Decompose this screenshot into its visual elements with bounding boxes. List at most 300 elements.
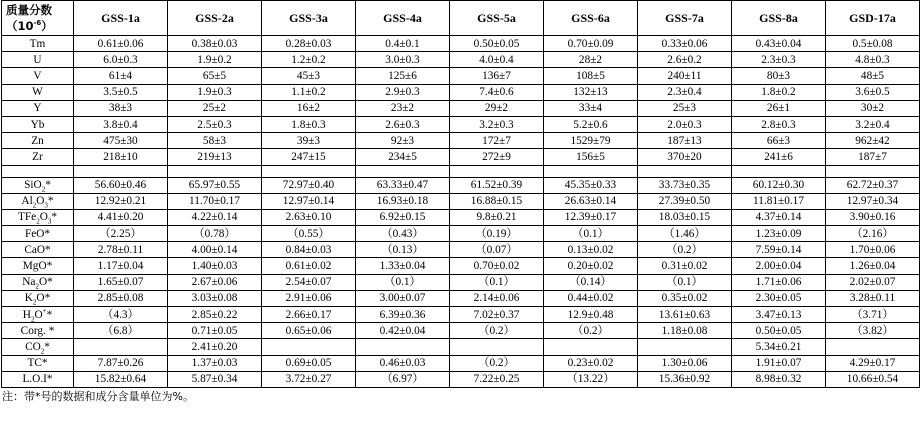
value-cell: 3.0±0.3 <box>356 52 450 68</box>
unit-header-cell <box>2 1 74 36</box>
row-label-part: Yb <box>30 118 45 131</box>
value-cell: 8.98±0.32 <box>732 371 826 387</box>
row-label <box>2 209 74 225</box>
value-cell: 4.29±0.17 <box>826 355 920 371</box>
unit-label: 质量分数 <box>6 3 52 17</box>
table-row <box>2 209 920 225</box>
value-cell: 0.5±0.08 <box>826 36 920 52</box>
row-label <box>2 355 74 371</box>
value-cell: 0.4±0.1 <box>356 36 450 52</box>
value-cell: 6.92±0.15 <box>356 209 450 225</box>
value-cell: 27.39±0.50 <box>638 193 732 209</box>
value-cell: 0.84±0.03 <box>262 242 356 258</box>
value-cell: 48±5 <box>826 68 920 84</box>
value-cell: 0.23±0.02 <box>544 355 638 371</box>
value-cell: 136±7 <box>450 68 544 84</box>
value-cell: 16±2 <box>262 100 356 116</box>
value-cell: 272±9 <box>450 149 544 165</box>
value-cell <box>826 339 920 355</box>
value-cell: 0.31±0.02 <box>638 258 732 274</box>
row-label-part: SiO <box>24 179 42 192</box>
row-label-part: 2 <box>41 185 46 194</box>
value-cell: 2.85±0.22 <box>168 307 262 323</box>
column-header-gss-6a: GSS-6a <box>544 1 638 36</box>
value-cell: 475±30 <box>74 133 168 149</box>
value-cell: 3.5±0.5 <box>74 84 168 100</box>
value-cell: 61.52±0.39 <box>450 177 544 193</box>
value-cell: 58±3 <box>168 133 262 149</box>
column-header-gss-3a: GSS-3a <box>262 1 356 36</box>
value-cell: 23±2 <box>356 100 450 116</box>
row-label-part: * <box>47 195 54 208</box>
header-row <box>2 1 920 36</box>
value-cell: （2.25） <box>74 226 168 242</box>
value-cell: 5.87±0.34 <box>168 371 262 387</box>
value-cell: 0.35±0.02 <box>638 290 732 306</box>
value-cell: 28±2 <box>544 52 638 68</box>
row-label-part: V <box>33 69 42 82</box>
value-cell: （2.16） <box>826 226 920 242</box>
value-cell: （0.2） <box>450 323 544 339</box>
row-label <box>2 84 74 100</box>
value-cell: 1.18±0.08 <box>638 323 732 339</box>
value-cell: 7.59±0.14 <box>732 242 826 258</box>
value-cell <box>74 339 168 355</box>
value-cell: 1.26±0.04 <box>826 258 920 274</box>
row-label-part: H <box>22 308 31 321</box>
row-label-part: Y <box>33 102 42 115</box>
value-cell: 4.8±0.3 <box>826 52 920 68</box>
value-cell: 60.12±0.30 <box>732 177 826 193</box>
table-row <box>2 307 920 323</box>
value-cell: （0.07） <box>450 242 544 258</box>
value-cell: 1.2±0.2 <box>262 52 356 68</box>
value-cell: 2.00±0.04 <box>732 258 826 274</box>
value-cell: 7.22±0.25 <box>450 371 544 387</box>
table-row <box>2 339 920 355</box>
value-cell: （4.3） <box>74 307 168 323</box>
value-cell: （0.14） <box>544 274 638 290</box>
value-cell: 1529±79 <box>544 133 638 149</box>
value-cell: 1.91±0.07 <box>732 355 826 371</box>
value-cell: 3.2±0.3 <box>450 116 544 132</box>
value-cell: （0.1） <box>638 274 732 290</box>
value-cell: 0.38±0.03 <box>168 36 262 52</box>
value-cell: 66±3 <box>732 133 826 149</box>
row-label-part: CaO* <box>24 243 51 256</box>
value-cell: 12.9±0.48 <box>544 307 638 323</box>
row-label <box>2 36 74 52</box>
value-cell: 62.72±0.37 <box>826 177 920 193</box>
value-cell: 218±10 <box>74 149 168 165</box>
value-cell: 0.20±0.02 <box>544 258 638 274</box>
spacer-cell <box>450 165 544 177</box>
spacer-cell <box>826 165 920 177</box>
value-cell: 4.0±0.4 <box>450 52 544 68</box>
row-label-part: O* <box>36 292 51 305</box>
row-label-part: 2 <box>30 314 35 323</box>
table-row <box>2 36 920 52</box>
row-label-part: Corg. * <box>20 324 55 337</box>
value-cell: （13.22） <box>544 371 638 387</box>
value-cell: 132±13 <box>544 84 638 100</box>
value-cell: 0.42±0.04 <box>356 323 450 339</box>
row-label-part: * <box>51 211 58 224</box>
row-label <box>2 100 74 116</box>
value-cell: 45±3 <box>262 68 356 84</box>
table-row <box>2 258 920 274</box>
value-cell: 125±6 <box>356 68 450 84</box>
value-cell: 26.63±0.14 <box>544 193 638 209</box>
row-label-part: CO <box>25 340 41 353</box>
value-cell: 4.22±0.14 <box>168 209 262 225</box>
value-cell: 4.37±0.14 <box>732 209 826 225</box>
table-row <box>2 371 920 387</box>
value-cell: 1.8±0.2 <box>732 84 826 100</box>
value-cell: 4.00±0.14 <box>168 242 262 258</box>
row-label-part: 2 <box>36 217 40 226</box>
table-body <box>2 36 920 388</box>
value-cell: 10.66±0.54 <box>826 371 920 387</box>
row-label <box>2 274 74 290</box>
table-row <box>2 193 920 209</box>
value-cell: 187±13 <box>638 133 732 149</box>
value-cell: 12.97±0.34 <box>826 193 920 209</box>
value-cell: 2.5±0.3 <box>168 116 262 132</box>
value-cell: 9.8±0.21 <box>450 209 544 225</box>
row-label-part: U <box>33 53 42 66</box>
value-cell: 11.81±0.17 <box>732 193 826 209</box>
row-label-part: O <box>36 195 45 208</box>
row-label-part: * <box>44 340 50 353</box>
table-row <box>2 149 920 165</box>
value-cell: 7.87±0.26 <box>74 355 168 371</box>
row-label <box>2 226 74 242</box>
value-cell: 1.9±0.2 <box>168 52 262 68</box>
spacer-cell <box>262 165 356 177</box>
row-label <box>2 258 74 274</box>
value-cell: 962±42 <box>826 133 920 149</box>
table-row <box>2 290 920 306</box>
row-label <box>2 242 74 258</box>
row-label-part: 2 <box>40 347 45 356</box>
value-cell: 18.03±0.15 <box>638 209 732 225</box>
value-cell: 5.34±0.21 <box>732 339 826 355</box>
table-row <box>2 355 920 371</box>
table-row <box>2 100 920 116</box>
composition-table <box>1 0 920 388</box>
value-cell: 2.6±0.2 <box>638 52 732 68</box>
row-label-part: * <box>45 179 51 192</box>
value-cell: 56.60±0.46 <box>74 177 168 193</box>
value-cell: 25±2 <box>168 100 262 116</box>
spacer-cell <box>356 165 450 177</box>
row-label <box>2 193 74 209</box>
value-cell: （0.1） <box>544 226 638 242</box>
value-cell: 16.88±0.15 <box>450 193 544 209</box>
row-label-part: 3 <box>47 217 52 226</box>
value-cell: 0.46±0.03 <box>356 355 450 371</box>
value-cell: 2.63±0.10 <box>262 209 356 225</box>
value-cell: 6.0±0.3 <box>74 52 168 68</box>
value-cell: 3.28±0.11 <box>826 290 920 306</box>
value-cell: 247±15 <box>262 149 356 165</box>
value-cell: （0.43） <box>356 226 450 242</box>
column-header-gss-5a: GSS-5a <box>450 1 544 36</box>
value-cell: 29±2 <box>450 100 544 116</box>
row-label <box>2 149 74 165</box>
value-cell: 2.3±0.3 <box>732 52 826 68</box>
row-label <box>2 371 74 387</box>
spacer-cell <box>74 165 168 177</box>
table-footnote: 注：带*号的数据和成分含量单位为%。 <box>2 389 194 403</box>
value-cell: （0.55） <box>262 226 356 242</box>
value-cell: 2.8±0.3 <box>732 116 826 132</box>
unit-exponent: -6 <box>33 19 42 28</box>
value-cell: （0.1） <box>450 274 544 290</box>
value-cell: （0.1） <box>356 274 450 290</box>
table-header <box>2 1 920 36</box>
value-cell <box>262 339 356 355</box>
table-row <box>2 84 920 100</box>
row-label-part: FeO* <box>24 227 51 240</box>
value-cell: 219±13 <box>168 149 262 165</box>
value-cell: 1.70±0.06 <box>826 242 920 258</box>
value-cell: 33.73±0.35 <box>638 177 732 193</box>
value-cell: 0.13±0.02 <box>544 242 638 258</box>
value-cell: 3.2±0.4 <box>826 116 920 132</box>
column-header-gsd-17a: GSD-17a <box>826 1 920 36</box>
value-cell: 2.91±0.06 <box>262 290 356 306</box>
value-cell: 2.67±0.06 <box>168 274 262 290</box>
value-cell: 15.36±0.92 <box>638 371 732 387</box>
value-cell: 30±2 <box>826 100 920 116</box>
value-cell: 0.70±0.09 <box>544 36 638 52</box>
spacer-cell <box>2 165 74 177</box>
column-header-gss-4a: GSS-4a <box>356 1 450 36</box>
value-cell: 33±4 <box>544 100 638 116</box>
column-header-gss-7a: GSS-7a <box>638 1 732 36</box>
value-cell: 2.66±0.17 <box>262 307 356 323</box>
value-cell: 2.02±0.07 <box>826 274 920 290</box>
value-cell: 0.43±0.04 <box>732 36 826 52</box>
row-label-part: TC* <box>27 357 48 370</box>
value-cell: 65.97±0.55 <box>168 177 262 193</box>
row-label-part: Na <box>22 276 36 289</box>
spacer-cell <box>544 165 638 177</box>
value-cell <box>638 339 732 355</box>
value-cell: 2.30±0.05 <box>732 290 826 306</box>
value-cell: 12.39±0.17 <box>544 209 638 225</box>
value-cell: （0.2） <box>544 323 638 339</box>
value-cell: 13.61±0.63 <box>638 307 732 323</box>
row-label-part: 2 <box>32 298 37 307</box>
row-label <box>2 323 74 339</box>
row-label-part: Al <box>21 195 33 208</box>
value-cell <box>450 339 544 355</box>
row-label <box>2 52 74 68</box>
row-label <box>2 177 74 193</box>
value-cell: 3.6±0.5 <box>826 84 920 100</box>
value-cell: （6.8） <box>74 323 168 339</box>
column-header-gss-2a: GSS-2a <box>168 1 262 36</box>
value-cell: 370±20 <box>638 149 732 165</box>
spacer-cell <box>732 165 826 177</box>
row-label-part: L.O.I* <box>22 373 53 386</box>
table-row <box>2 242 920 258</box>
value-cell: 1.8±0.3 <box>262 116 356 132</box>
value-cell: （0.13） <box>356 242 450 258</box>
value-cell: 1.65±0.07 <box>74 274 168 290</box>
table-row <box>2 226 920 242</box>
table-row <box>2 274 920 290</box>
value-cell: 11.70±0.17 <box>168 193 262 209</box>
value-cell: 2.0±0.3 <box>638 116 732 132</box>
value-cell: 25±3 <box>638 100 732 116</box>
value-cell: 1.30±0.06 <box>638 355 732 371</box>
value-cell: （0.2） <box>638 242 732 258</box>
row-label <box>2 339 74 355</box>
row-label-part: * <box>46 308 53 321</box>
table-row <box>2 133 920 149</box>
value-cell: 2.3±0.4 <box>638 84 732 100</box>
row-label <box>2 68 74 84</box>
value-cell: 45.35±0.33 <box>544 177 638 193</box>
value-cell: 3.72±0.27 <box>262 371 356 387</box>
row-label <box>2 290 74 306</box>
row-label <box>2 307 74 323</box>
row-label-part: + <box>42 306 47 315</box>
value-cell: （6.97） <box>356 371 450 387</box>
row-label-part: O <box>34 308 43 321</box>
value-cell: 2.54±0.07 <box>262 274 356 290</box>
value-cell: 241±6 <box>732 149 826 165</box>
value-cell: （3.82） <box>826 323 920 339</box>
value-cell: 187±7 <box>826 149 920 165</box>
value-cell: 0.69±0.05 <box>262 355 356 371</box>
value-cell: 108±5 <box>544 68 638 84</box>
value-cell: 234±5 <box>356 149 450 165</box>
table-row <box>2 177 920 193</box>
value-cell: 12.97±0.14 <box>262 193 356 209</box>
value-cell: 7.02±0.37 <box>450 307 544 323</box>
value-cell: 63.33±0.47 <box>356 177 450 193</box>
value-cell: 0.61±0.06 <box>74 36 168 52</box>
unit-paren-open: （10 <box>6 19 34 33</box>
value-cell: 3.90±0.16 <box>826 209 920 225</box>
value-cell: 0.28±0.03 <box>262 36 356 52</box>
value-cell: 240±11 <box>638 68 732 84</box>
value-cell: （0.78） <box>168 226 262 242</box>
row-label-part: 3 <box>44 201 48 210</box>
table-row <box>2 52 920 68</box>
spacer-cell <box>638 165 732 177</box>
value-cell: 1.40±0.03 <box>168 258 262 274</box>
value-cell: （3.71） <box>826 307 920 323</box>
row-label <box>2 116 74 132</box>
value-cell: 5.2±0.6 <box>544 116 638 132</box>
value-cell: （0.19） <box>450 226 544 242</box>
value-cell: 0.50±0.05 <box>450 36 544 52</box>
value-cell: 7.4±0.6 <box>450 84 544 100</box>
column-header-gss-8a: GSS-8a <box>732 1 826 36</box>
value-cell: 156±5 <box>544 149 638 165</box>
value-cell: 6.39±0.36 <box>356 307 450 323</box>
value-cell: 3.03±0.08 <box>168 290 262 306</box>
row-label-part: K <box>24 292 33 305</box>
table-row <box>2 323 920 339</box>
value-cell: 3.47±0.13 <box>732 307 826 323</box>
value-cell: 0.33±0.06 <box>638 36 732 52</box>
value-cell: 1.9±0.3 <box>168 84 262 100</box>
value-cell <box>544 339 638 355</box>
row-label-part: Zn <box>31 134 44 147</box>
value-cell: 1.17±0.04 <box>74 258 168 274</box>
value-cell: 15.82±0.64 <box>74 371 168 387</box>
row-label-part: W <box>32 86 43 99</box>
value-cell: 2.14±0.06 <box>450 290 544 306</box>
value-cell: 38±3 <box>74 100 168 116</box>
value-cell: 2.78±0.11 <box>74 242 168 258</box>
value-cell <box>356 339 450 355</box>
value-cell: 0.71±0.05 <box>168 323 262 339</box>
value-cell: 1.71±0.06 <box>732 274 826 290</box>
value-cell: 39±3 <box>262 133 356 149</box>
value-cell: 2.85±0.08 <box>74 290 168 306</box>
value-cell: 3.8±0.4 <box>74 116 168 132</box>
value-cell: 172±7 <box>450 133 544 149</box>
table-row <box>2 116 920 132</box>
value-cell: 0.44±0.02 <box>544 290 638 306</box>
value-cell: 1.23±0.09 <box>732 226 826 242</box>
row-label-part: Tm <box>29 37 46 50</box>
value-cell: 12.92±0.21 <box>74 193 168 209</box>
row-label-part: O <box>39 211 48 224</box>
value-cell: 4.41±0.20 <box>74 209 168 225</box>
value-cell: 0.61±0.02 <box>262 258 356 274</box>
value-cell: 92±3 <box>356 133 450 149</box>
value-cell: 1.37±0.03 <box>168 355 262 371</box>
row-label-part: 2 <box>32 201 37 210</box>
row-label-part: 2 <box>35 282 39 291</box>
spacer-cell <box>168 165 262 177</box>
value-cell: 2.41±0.20 <box>168 339 262 355</box>
value-cell: （0.2） <box>450 355 544 371</box>
value-cell: 61±4 <box>74 68 168 84</box>
value-cell: 2.9±0.3 <box>356 84 450 100</box>
unit-paren-close: ） <box>41 19 53 33</box>
row-label-part: Zr <box>32 150 43 163</box>
value-cell: 1.33±0.04 <box>356 258 450 274</box>
value-cell: （1.46） <box>638 226 732 242</box>
value-cell: 72.97±0.40 <box>262 177 356 193</box>
row-label-part: MgO* <box>22 260 53 273</box>
row-label <box>2 133 74 149</box>
value-cell: 0.65±0.06 <box>262 323 356 339</box>
value-cell: 2.6±0.3 <box>356 116 450 132</box>
value-cell: 65±5 <box>168 68 262 84</box>
row-label-part: O* <box>38 276 53 289</box>
spacer-row <box>2 165 920 177</box>
value-cell: 80±3 <box>732 68 826 84</box>
column-header-gss-1a: GSS-1a <box>74 1 168 36</box>
value-cell: 16.93±0.18 <box>356 193 450 209</box>
value-cell: 0.50±0.05 <box>732 323 826 339</box>
table-row <box>2 68 920 84</box>
row-label-part: TFe <box>17 211 37 224</box>
value-cell: 26±1 <box>732 100 826 116</box>
value-cell: 3.00±0.07 <box>356 290 450 306</box>
